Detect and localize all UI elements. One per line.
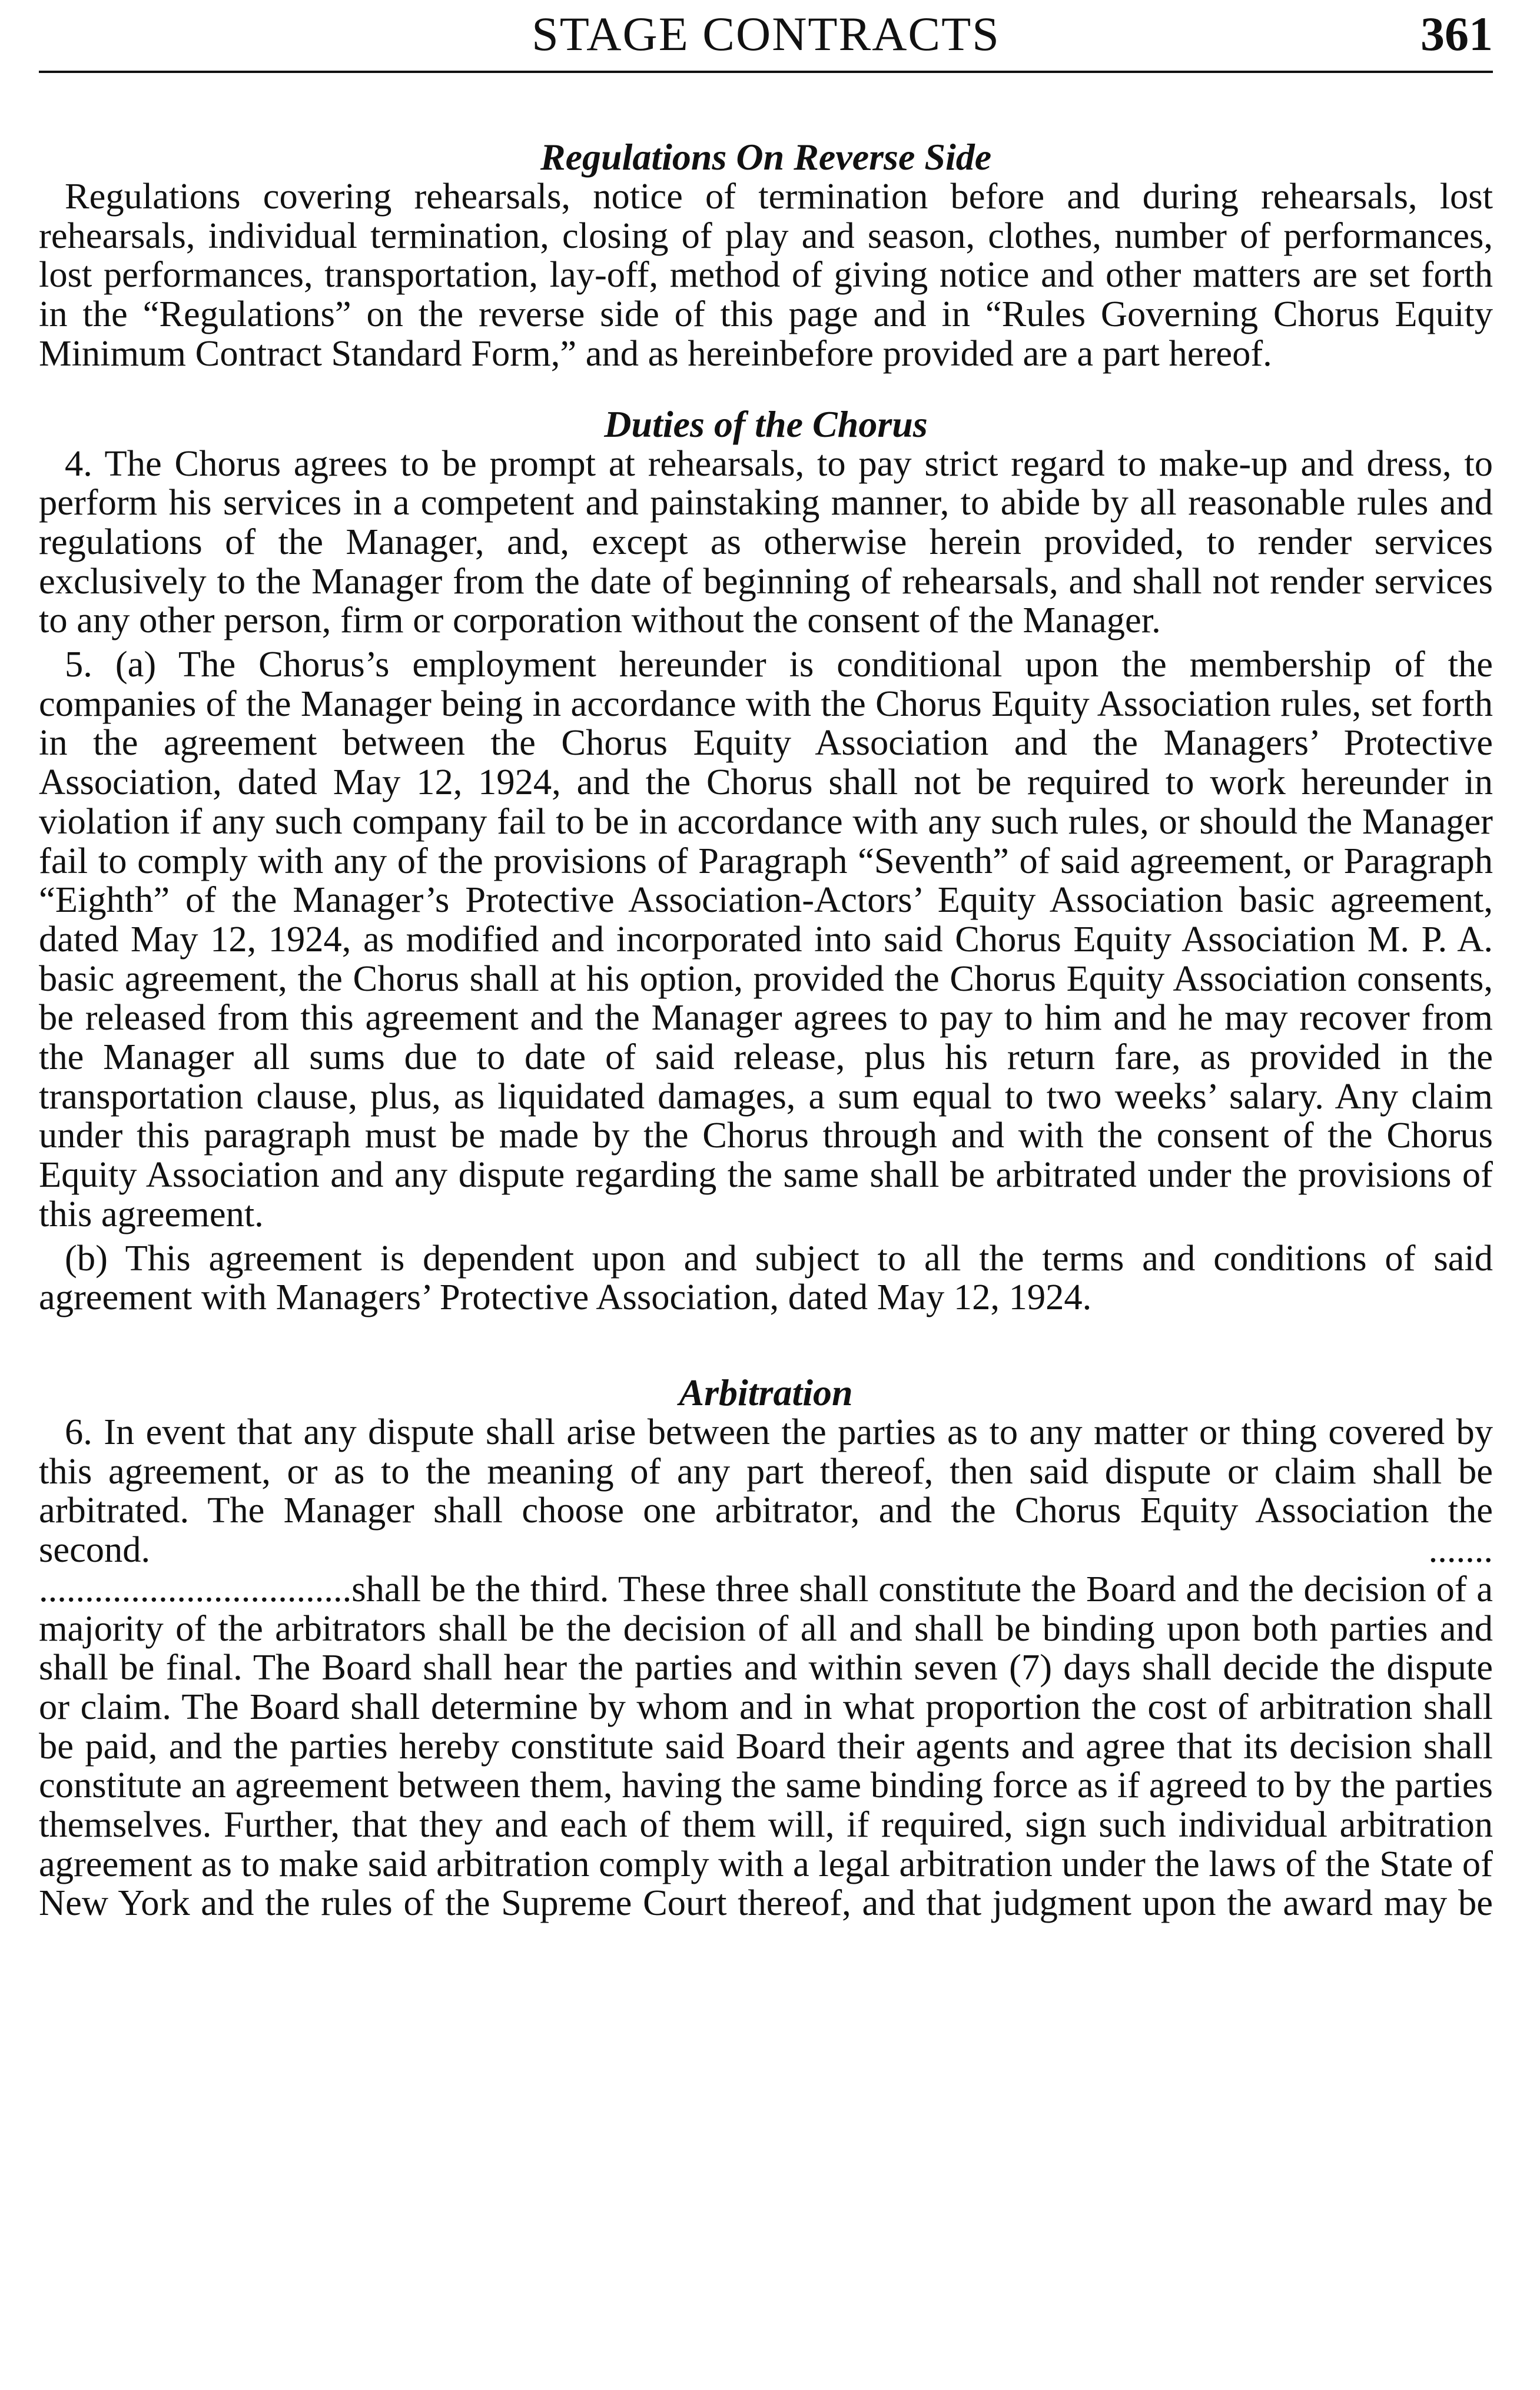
paragraph-5a: 5. (a) The Chorus’s employment hereunder is conditional upon the membership of the companies of the Manager being in accordance with the Chorus Equity Association rules, set forth in the agreement between the Chorus Equity Association and the Managers’ Protective Association, dated May 12, 1924, and the Chorus shall not be required to work hereunder in violation if any such company fail to be in accordance with any such rules, or should the Manager fail to comply with any of the provisions of Paragraph “Seventh” of said agreement, or Paragraph “Eighth” of the Manager’s Protective Association-Actors’ Equity Association basic agreement, dated May 12, 1924, as modified and incorporated into said Chorus Equity Association M. P. A. basic agreement, the Chorus shall at his option, provided the Chorus Equity Association consents, be released from this agreement and the Manager agrees to pay to him and he may recover from the Manager all sums due to date of said release, plus his return fare, as provided in the transportation clause, plus, as liquidated damages, a sum equal to two weeks’ salary. Any claim under this paragraph must be made by the Chorus through and with the consent of the Chorus Equity Association and any dispute regarding the same shall be arbitrated under the provisions of this agreement. [39, 643, 1493, 1234]
section-duties [39, 405, 1493, 1317]
section-regulations [39, 138, 1493, 373]
paragraph-6-continuation: ..................................shall be the third. These three shall constitute the Board and the decision of a majority of the arbitrators shall be the decision of all and shall be binding upon both parties and shall be final. The Board shall hear the parties and within seven (7) days shall decide the dispute or claim. The Board shall determine by whom and in what proportion the cost of arbitration shall be paid, and the parties hereby constitute said Board their agents and agree that its decision shall constitute an agreement between them, having the same binding force as if agreed to by the parties themselves. Further, that they and each of them will, if required, sign such individual arbitration agreement as to make said arbitration comply with a legal arbitration under the laws of the State of New York and the rules of the Supreme Court thereof, and that judgment upon the award may be [39, 1568, 1493, 1924]
document-page [39, 0, 1493, 1923]
running-header [39, 0, 1493, 73]
running-title: STAGE CONTRACTS [532, 7, 1000, 61]
section-heading-arbitration: Arbitration [679, 1371, 853, 1413]
paragraph-4: 4. The Chorus agrees to be prompt at rehearsals, to pay strict regard to make-up and dress, to perform his services in a competent and painstaking manner, to abide by all reasonable rules and regulations of the Manager, and, except as otherwise herein provided, to render services exclusively to the Manager from the date of beginning of rehearsals, and shall not render services to any other person, firm or corporation without the consent of the Manager. [39, 442, 1493, 641]
paragraph-6-opening: 6. In event that any dispute shall arise between the parties as to any matter or thing covered by this agreement, or as to the meaning of any part thereof, then said dispute or claim shall be arbitrated. The Manager shall choose one arbitrator, and the Chorus Equity Association the second. ....... [39, 1410, 1493, 1571]
paragraph-regulations: Regulations covering rehearsals, notice of termination before and during rehearsals, lost rehearsals, individual termination, closing of play and season, clothes, number of performances, lost performances, transportation, lay-off, method of giving notice and other matters are set forth in the “Regulations” on the reverse side of this page and in “Rules Governing Chorus Equity Minimum Contract Standard Form,” and as hereinbefore provided are a part hereof. [39, 175, 1493, 374]
page-number: 361 [1420, 7, 1493, 61]
section-heading-duties: Duties of the Chorus [604, 403, 928, 445]
paragraph-5b: (b) This agreement is dependent upon and subject to all the terms and conditions of said agreement with Managers’ Protective Association, dated May 12, 1924. [39, 1237, 1493, 1318]
section-arbitration [39, 1373, 1493, 1923]
section-heading-regulations: Regulations On Reverse Side [540, 136, 992, 178]
